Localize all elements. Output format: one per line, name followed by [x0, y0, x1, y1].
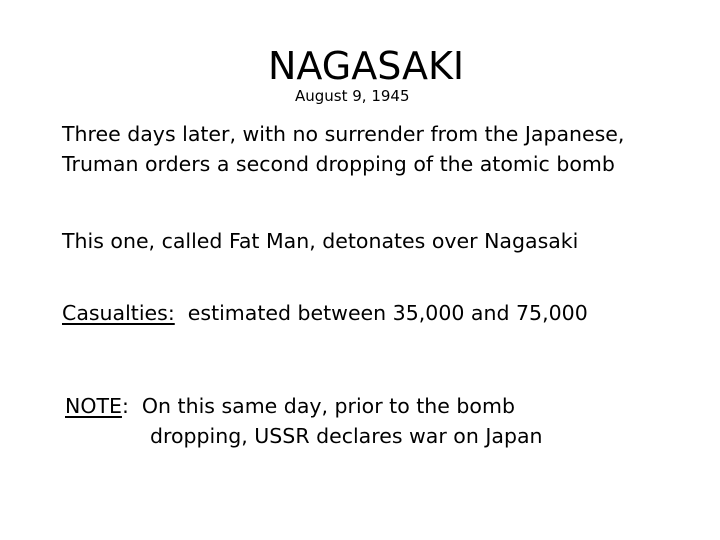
- note-line-1: [65, 391, 543, 421]
- note-label: NOTE: [65, 394, 122, 418]
- slide-title: NAGASAKI: [268, 44, 465, 88]
- casualties-text: estimated between 35,000 and 75,000: [174, 301, 588, 325]
- note-text-line1: : On this same day, prior to the bomb: [121, 394, 515, 418]
- paragraph-truman-orders: [62, 119, 624, 179]
- paragraph-line: Truman orders a second dropping of the atomic bomb: [62, 152, 615, 176]
- paragraph-note: [65, 391, 543, 451]
- paragraph-fat-man: This one, called Fat Man, detonates over Nagasaki: [62, 229, 579, 253]
- note-text-line2: dropping, USSR declares war on Japan: [150, 424, 543, 448]
- slide-date: August 9, 1945: [295, 87, 410, 105]
- casualties-label: Casualties:: [62, 301, 175, 325]
- paragraph-line: Three days later, with no surrender from the Japanese,: [62, 122, 625, 146]
- paragraph-casualties: [62, 298, 588, 328]
